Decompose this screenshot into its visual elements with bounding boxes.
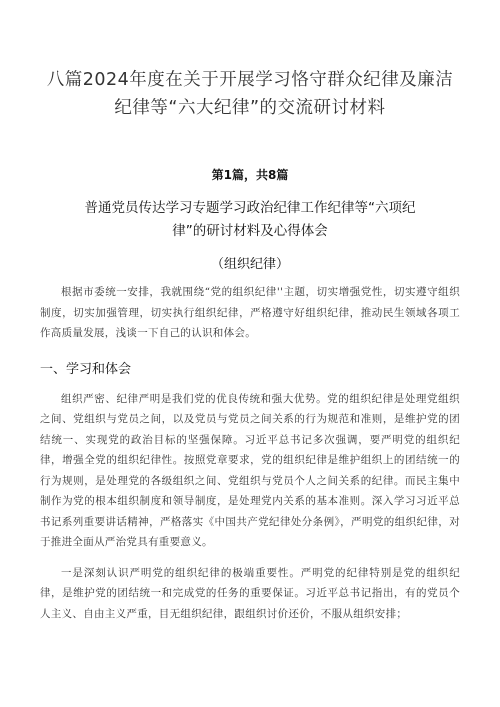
title-line-1: 八篇2024年度在关于开展学习恪守群众纪律及廉洁: [46, 70, 454, 90]
body-paragraph-2: 一是深刻认识严明党的组织纪律的极端重要性。严明党的纪律特别是党的组织纪律，是维护党的团结统一和完成党的任务的重要保证。习近平总书记指出，有的党员个人主义、自由主义严重，目无组织纪律，跟组织讨价还价，不服从组织安排；: [40, 566, 460, 620]
category-label: （组织纪律）: [210, 257, 289, 272]
document-title: [40, 0, 460, 122]
section-heading: 一、学习和体会: [40, 361, 132, 377]
subtitle-line-2: 律”的研讨材料及心得体会: [172, 223, 328, 239]
intro-paragraph: 根据市委统一安排，我就围绕“党的组织纪律''主题，切实增强党性，切实遵守组织制度，切实加强管理，切实执行组织纪律，严格遵守好组织纪律，推动民生领域各项工作高质量发展，浅谈一下自己的认识和体会。: [40, 286, 460, 339]
title-line-2: 纪律等“六大纪律”的交流研讨材料: [114, 98, 386, 118]
body-paragraph-1: 组织严密、纪律严明是我们党的优良传统和强大优势。党的组织纪律是处理党组织之间、党组织与党员之间，以及党员与党员之间关系的行为规范和准则，是维护党的团结统一、实现党的政治目标的坚强保障。习近平总书记多次强调，要严明党的组织纪律，增强全党的组织纪律性。按照党章要求，党的组织纪律是维护组织上的团结统一的行为规则，是处理党的各级组织之间、党组织与党员个人之间关系的纪律。而民主集中制作为党的根本组织制度和领导制度，是处理党内关系的基本准则。深入学习习近平总书记系列重要讲话精神，严格落实《中国共产党纪律处分条例》，严明党的组织纪律，对于推进全面从严治党具有重要意义。: [40, 392, 460, 548]
article-subtitle: [40, 197, 460, 243]
subtitle-line-1: 普通党员传达学习专题学习政治纪律工作纪律等“六项纪: [84, 200, 416, 216]
part-label: 第1篇，共8篇: [211, 168, 289, 182]
